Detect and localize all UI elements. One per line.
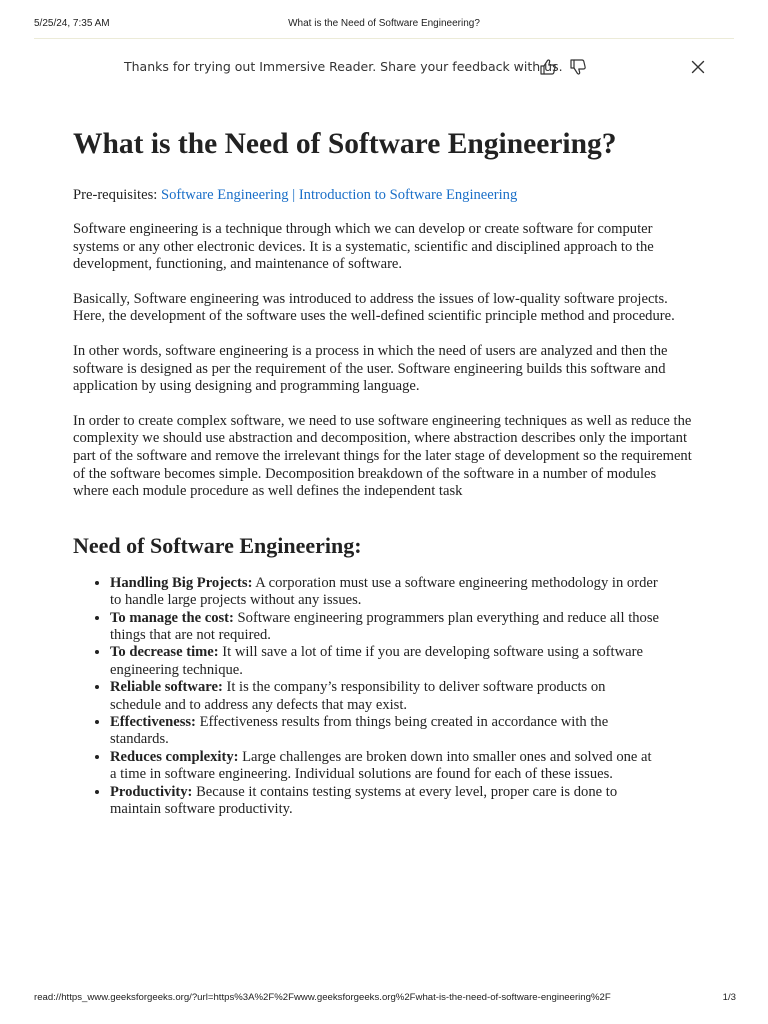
prerequisites (73, 186, 693, 204)
list-item-text: A corporation must use a software engineering methodology in order to handle large projects without any issues. (110, 574, 658, 609)
list-item (110, 784, 660, 819)
article (73, 124, 693, 818)
page-number: 1/3 (722, 992, 736, 1003)
list-item-term: Effectiveness: (110, 713, 196, 730)
needs-list (73, 575, 660, 819)
list-item-text: It is the company’s responsibility to deliver software products on schedule and to address any defects that may exist. (110, 679, 606, 713)
list-item (110, 679, 660, 714)
section-heading: Need of Software Engineering: (73, 532, 362, 558)
print-url: read://https_www.geeksforgeeks.org/?url=https%3A%2F%2Fwww.geeksforgeeks.org%2Fwhat-is-the-need-of-software-engineering%2F (34, 992, 611, 1003)
list-item (110, 714, 660, 749)
print-page-title: What is the Need of Software Engineering? (288, 18, 480, 29)
immersive-reader-feedback-bar (124, 54, 714, 80)
list-item (110, 575, 660, 610)
list-item-text: Effectiveness results from things being created in accordance with the standards. (110, 713, 609, 748)
prereq-label: Pre-requisites: (73, 187, 161, 203)
thumbs-down-icon[interactable] (568, 57, 588, 77)
list-item-term: Productivity: (110, 783, 193, 800)
list-item-text: Because it contains testing systems at every level, proper care is done to maintain software productivity. (110, 783, 618, 817)
paragraph: Software engineering is a technique through which we can develop or create software for computer systems or any other electronic devices. It is a systematic, scientific and disciplined approach to the development, functioning, and maintenance of software. (73, 221, 654, 273)
list-item-term: Handling Big Projects: (110, 574, 253, 591)
prereq-link[interactable]: Software Engineering | Introduction to Software Engineering (160, 187, 518, 203)
close-icon[interactable] (688, 57, 708, 77)
print-date: 5/25/24, 7:35 AM (34, 18, 110, 29)
paragraph: In order to create complex software, we need to use software engineering techniques as well as reduce the complexity we should use abstraction and decomposition, where abstraction describes only the important part of the software and remove the irrelevant things for the later stage of development so the requirement of the software becomes simple. Decomposition breakdown of the software in a number of modules where each module procedure as well defines the independent task (73, 412, 692, 500)
list-item-term: To decrease time: (110, 644, 219, 661)
list-item-text: Software engineering programmers plan everything and reduce all those things that are not required. (110, 609, 659, 643)
list-item-term: Reliable software: (110, 679, 223, 696)
paragraph: Basically, Software engineering was introduced to address the issues of low-quality software projects. Here, the development of the software uses the well-defined scientific principle method and procedure. (73, 290, 675, 325)
print-header (34, 14, 734, 39)
paragraph: In other words, software engineering is a process in which the need of users are analyzed and then the software is designed as per the requirement of the user. Software engineering builds this software and application by using designing and programming language. (73, 342, 668, 395)
thumbs-up-icon[interactable] (538, 57, 558, 77)
list-item-term: To manage the cost: (110, 609, 234, 626)
list-item (110, 610, 660, 645)
feedback-message: Thanks for trying out Immersive Reader. Share your feedback with us. (124, 59, 563, 74)
list-item (110, 644, 660, 679)
list-item (110, 749, 660, 784)
list-item-term: Reduces complexity: (110, 748, 239, 765)
list-item-text: Large challenges are broken down into smaller ones and solved one at a time in software engineering. Individual solutions are found for each of these issues. (110, 748, 652, 783)
list-item-text: It will save a lot of time if you are developing software using a software engineering technique. (110, 644, 643, 678)
article-title: What is the Need of Software Engineering? (73, 128, 617, 160)
